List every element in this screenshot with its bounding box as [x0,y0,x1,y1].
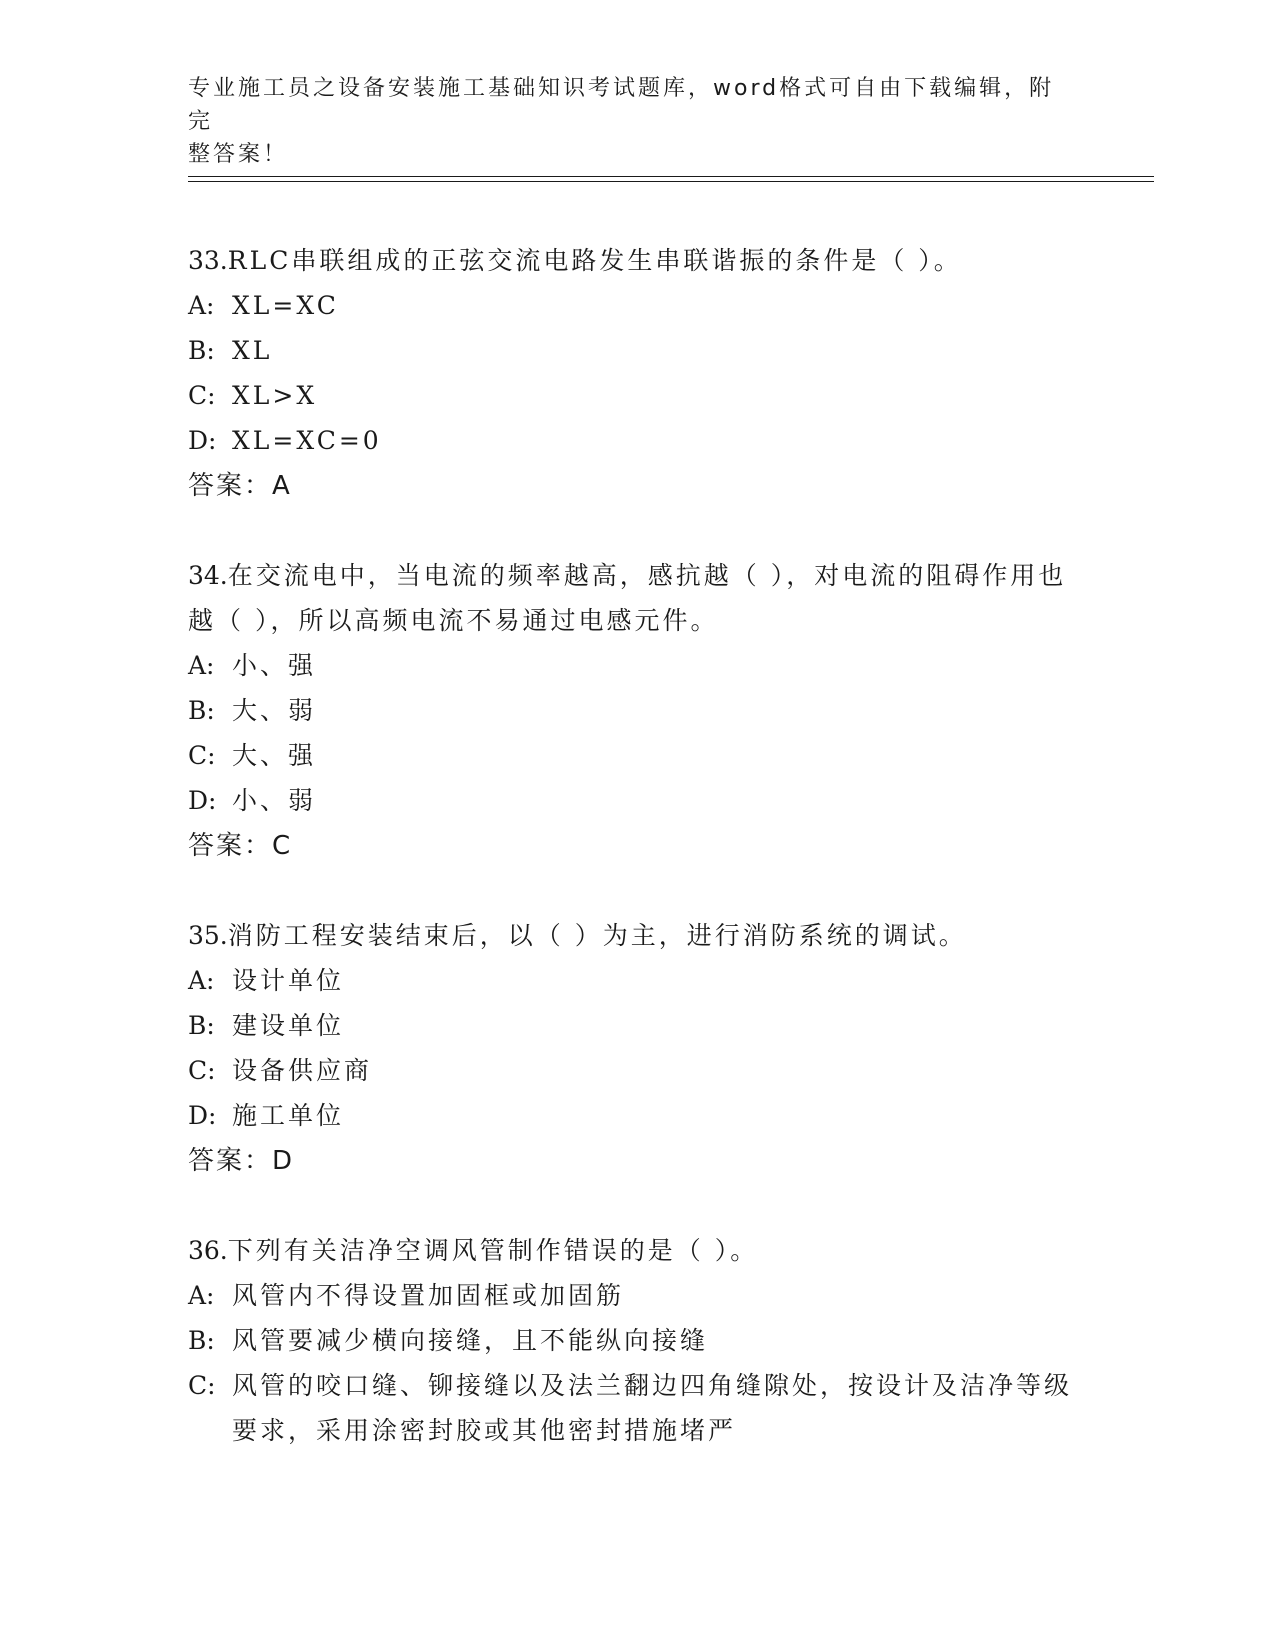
option-key: C: [188,1371,216,1400]
question-35 [188,913,1088,1184]
option-text: 风管内不得设置加固框或加固筋 [232,1281,625,1310]
option-text: 大、强 [232,741,317,770]
option-c [188,1363,1088,1453]
question-text: 下列有关洁净空调风管制作错误的是（ ）。 [227,1236,759,1265]
option-key: D: [188,1101,217,1130]
option-key: A: [188,651,215,680]
option-key: A: [188,291,215,320]
question-number: 36. [188,1236,228,1265]
option-text: 大、弱 [232,696,317,725]
question-number: 35. [188,921,228,950]
document-header [188,72,1058,171]
option-c [188,733,1088,778]
option-a [188,283,1088,328]
option-text: 风管要减少横向接缝，且不能纵向接缝 [232,1326,709,1355]
header-line-2: 整答案！ [188,142,289,167]
option-b [188,1003,1088,1048]
option-b [188,1318,1088,1363]
option-d [188,1093,1088,1138]
option-text: 风管的咬口缝、铆接缝以及法兰翻边四角缝隙处，按设计及洁净等级要求，采用涂密封胶或其他密封措施堵严 [232,1371,1073,1445]
option-key: C: [188,1056,216,1085]
option-a [188,1273,1088,1318]
question-36 [188,1228,1088,1453]
option-text: XL=XC [232,291,339,320]
answer-line: 答案：C [188,831,293,861]
option-d [188,778,1088,823]
option-text: 小、强 [232,651,317,680]
option-a [188,643,1088,688]
question-stem [188,913,1088,958]
option-key: B: [188,696,215,725]
option-b [188,688,1088,733]
option-text: 施工单位 [232,1101,345,1130]
option-key: B: [188,336,215,365]
option-text: 小、弱 [232,786,317,815]
question-stem [188,238,1088,283]
option-key: B: [188,1326,215,1355]
header-divider-bottom [188,181,1154,182]
question-number: 34. [188,561,228,590]
option-text: XL [232,336,273,365]
question-text: 在交流电中，当电流的频率越高，感抗越（ ），对电流的阻碍作用也越（ ），所以高频电流不易通过电感元件。 [188,561,1067,635]
question-34 [188,553,1088,869]
question-stem [188,1228,1088,1273]
header-line-1: 专业施工员之设备安装施工基础知识考试题库，word格式可自由下载编辑，附完 [188,76,1055,134]
question-number: 33. [188,246,228,275]
option-key: B: [188,1011,215,1040]
option-key: C: [188,741,216,770]
answer-line: 答案：A [188,471,292,501]
option-d [188,418,1088,463]
option-text: XL=XC=0 [232,426,382,455]
option-a [188,958,1088,1003]
question-text: 消防工程安装结束后，以（ ）为主，进行消防系统的调试。 [227,921,967,950]
option-key: D: [188,426,217,455]
answer-line: 答案：D [188,1146,295,1176]
question-text: RLC串联组成的正弦交流电路发生串联谐振的条件是（ ）。 [227,246,962,275]
option-text: 设备供应商 [232,1056,373,1085]
header-divider-top [188,176,1154,177]
question-list [188,238,1088,1497]
question-stem [188,553,1088,643]
option-key: C: [188,381,216,410]
option-c [188,1048,1088,1093]
option-text: 建设单位 [232,1011,345,1040]
option-text: XL>X [232,381,318,410]
option-key: D: [188,786,217,815]
option-c [188,373,1088,418]
question-33 [188,238,1088,509]
option-text: 设计单位 [232,966,345,995]
option-key: A: [188,1281,215,1310]
option-b [188,328,1088,373]
option-key: A: [188,966,215,995]
